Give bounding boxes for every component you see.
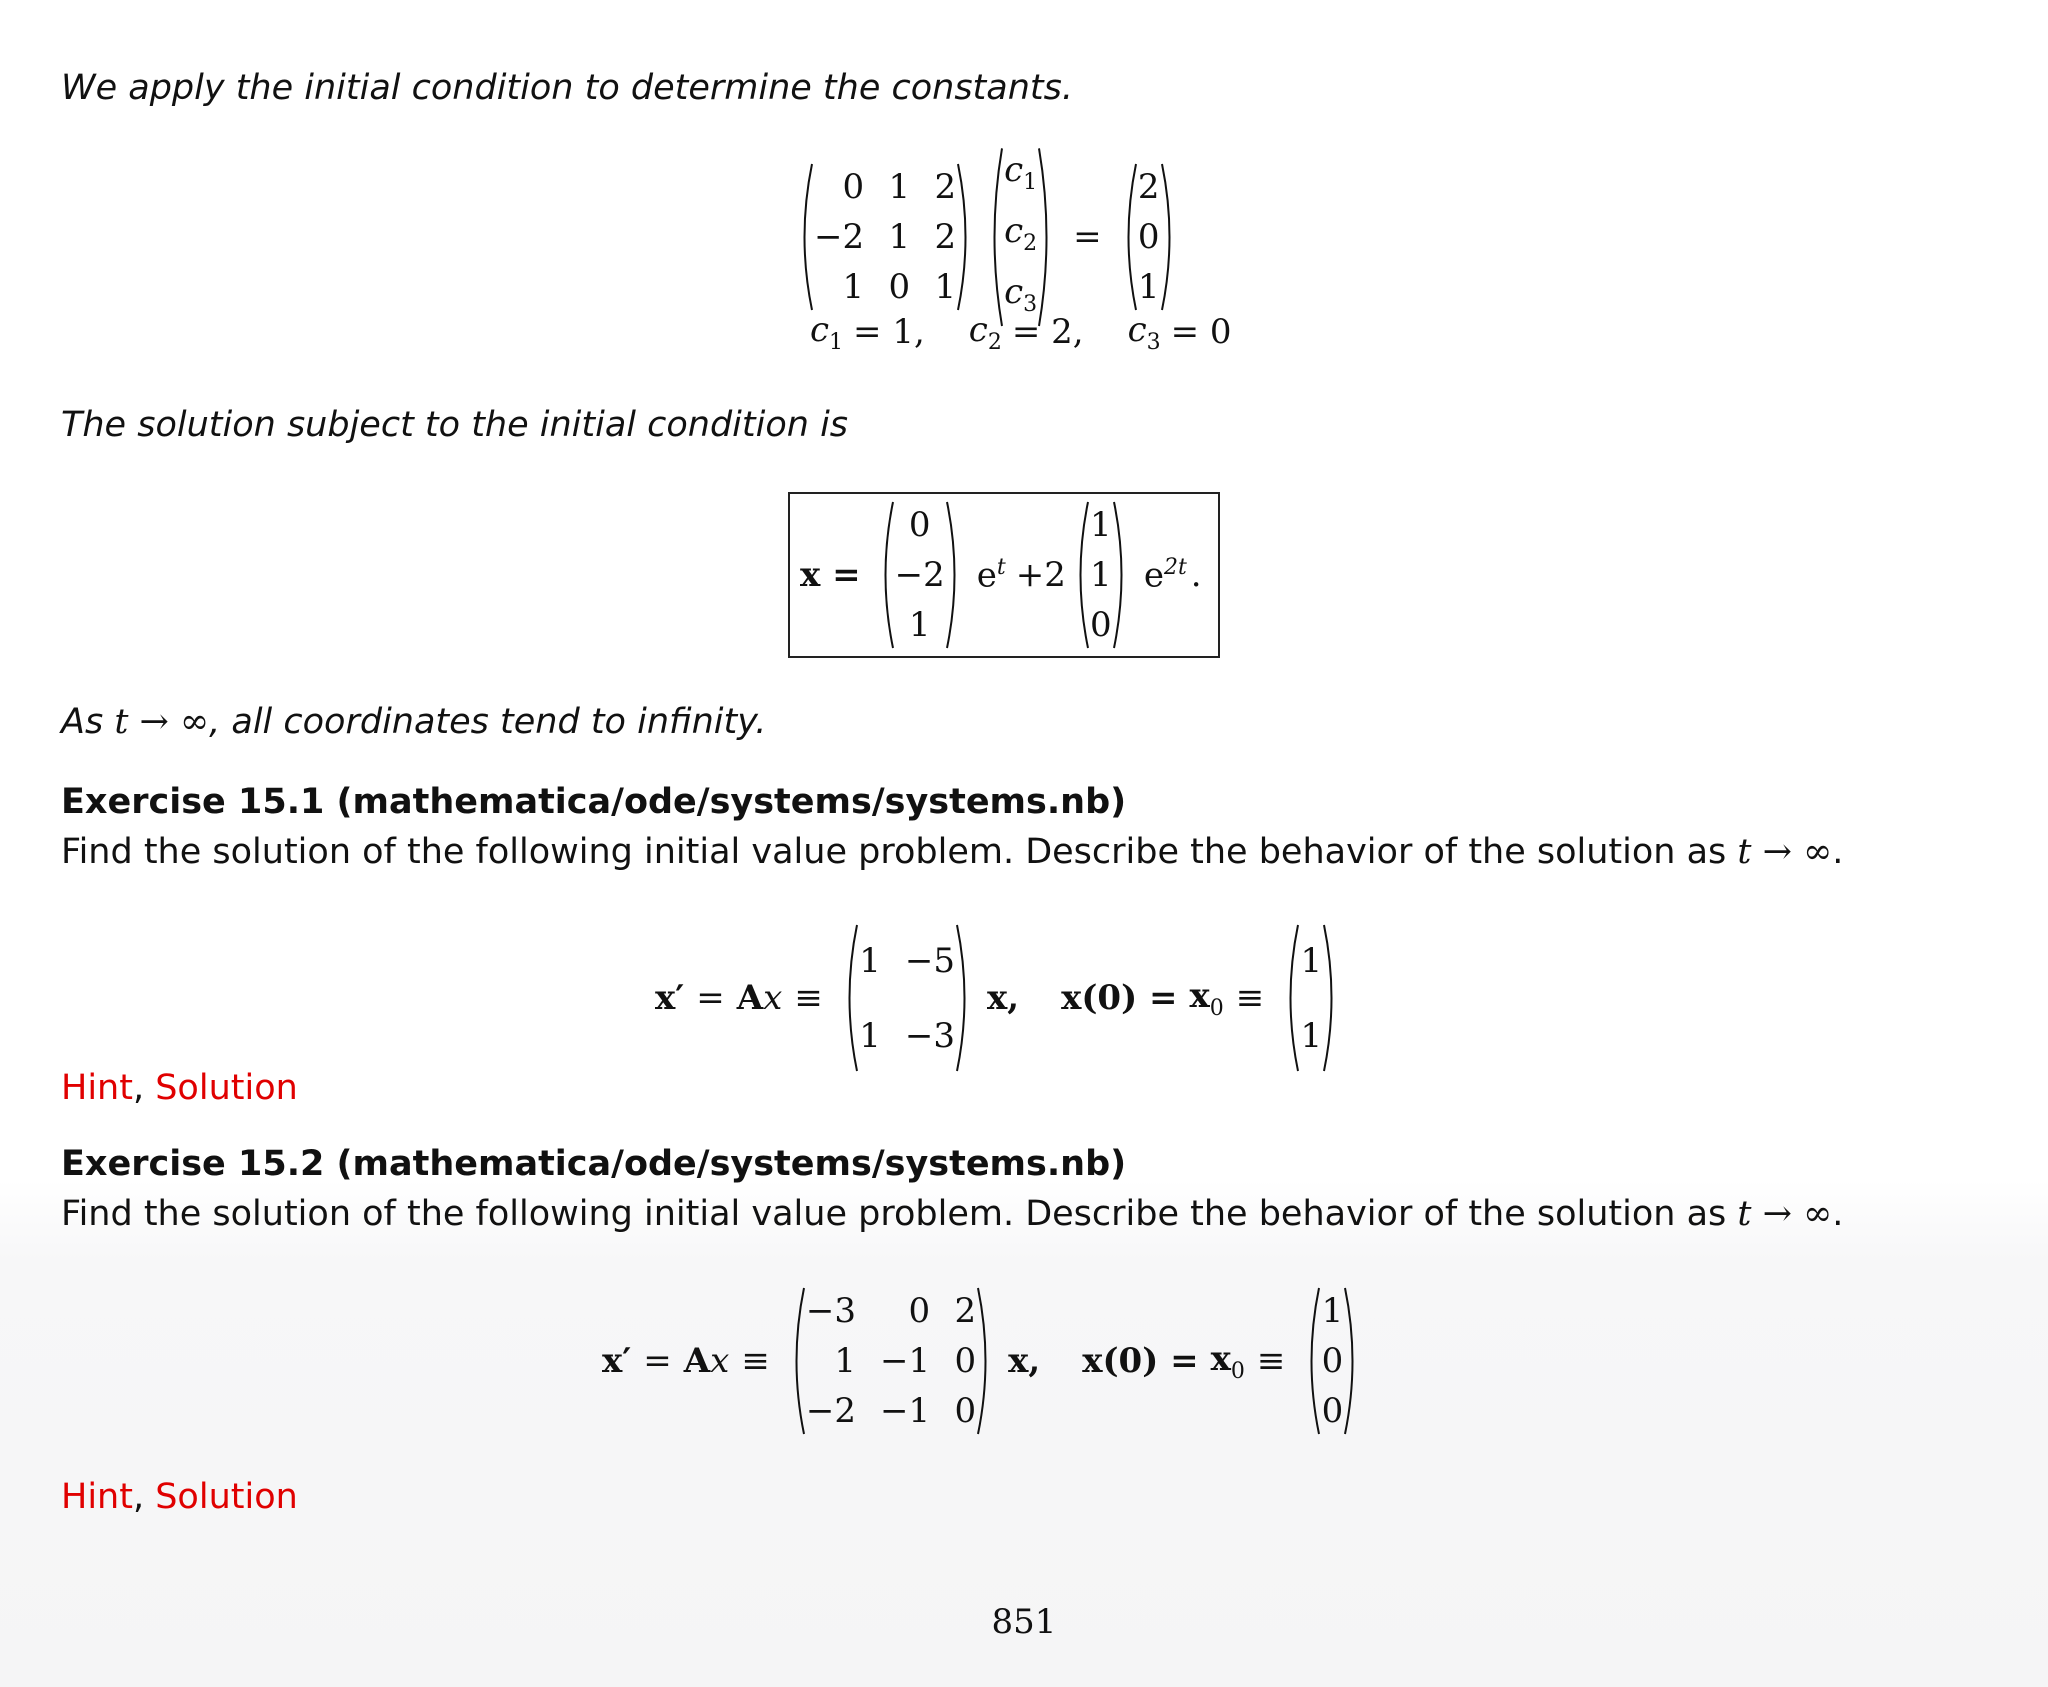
matrix-cell: −2 xyxy=(805,1391,856,1431)
exercise-heading: Exercise 15.2 (mathematica/ode/systems/systems.nb) xyxy=(61,1144,1127,1184)
matrix-cell: 1 xyxy=(834,1341,856,1381)
x-symbol: x xyxy=(763,978,783,1018)
matrix-cell: −2 xyxy=(814,217,865,258)
x-vector-term: x, xyxy=(986,978,1020,1018)
c1-label: $c_1$ xyxy=(810,310,844,355)
left-paren-icon xyxy=(1072,500,1090,650)
vector-cell: 1 xyxy=(908,605,931,645)
equiv-sign: ≡ xyxy=(794,978,823,1018)
exercise-body xyxy=(61,1192,1843,1236)
vector-cells xyxy=(1300,923,1322,1073)
link-separator: , xyxy=(132,1068,156,1108)
x-prime: x′ xyxy=(602,1341,632,1381)
coefficient-matrix xyxy=(796,162,974,312)
matrix-cell: 1 xyxy=(888,167,911,208)
right-paren-icon xyxy=(1112,500,1130,650)
page-number: 851 xyxy=(991,1602,1057,1642)
exp-power: 2t xyxy=(1163,554,1187,580)
vector-cell: 1 xyxy=(1300,940,1323,981)
right-paren-icon xyxy=(955,923,973,1073)
matrix-cell: 2 xyxy=(934,167,957,208)
left-paren-icon xyxy=(1303,1286,1321,1436)
exponential-2 xyxy=(1144,555,1187,595)
equiv-sign: ≡ xyxy=(741,1341,770,1381)
coefficient-2: +2 xyxy=(1015,555,1066,595)
left-paren-icon xyxy=(788,1286,806,1436)
exercise-equation xyxy=(602,1286,1367,1436)
vector-cells xyxy=(1321,1286,1343,1436)
vector-cell: $c_2$ xyxy=(1004,210,1038,256)
vector-cell: 2 xyxy=(1137,167,1160,208)
equiv-sign: ≡ xyxy=(1235,978,1265,1018)
vector-cell: 0 xyxy=(908,505,931,545)
a-matrix-symbol: A xyxy=(736,978,764,1018)
behavior-math: t → ∞ xyxy=(114,702,210,742)
matrix-cell: 1 xyxy=(842,267,865,308)
solution-lhs: x = xyxy=(800,555,861,595)
left-paren-icon xyxy=(986,146,1004,328)
link-separator: , xyxy=(132,1477,156,1517)
exp-power: t xyxy=(996,554,1006,580)
exp-base: e xyxy=(976,555,997,596)
x0-symbol xyxy=(1190,976,1224,1021)
solution-link[interactable]: Solution xyxy=(155,1477,298,1517)
x0-base: x xyxy=(1210,1338,1231,1379)
unknowns-vector xyxy=(986,146,1055,328)
matrix-cell: 1 xyxy=(859,940,881,981)
exercise-links xyxy=(61,1475,298,1519)
exercise-body-math: t → ∞ xyxy=(1737,832,1833,872)
right-paren-icon xyxy=(945,500,963,650)
matrix-cell: −3 xyxy=(904,1015,955,1056)
rhs-vector xyxy=(1120,162,1178,312)
constants-values xyxy=(810,310,1232,355)
equals-sign: = xyxy=(1073,217,1102,258)
solution-vector-2 xyxy=(1072,500,1130,650)
x-symbol: x xyxy=(710,1341,730,1381)
left-paren-icon xyxy=(841,923,859,1073)
left-paren-icon xyxy=(877,500,895,650)
hint-link[interactable]: Hint xyxy=(61,1477,133,1517)
exercise-body-text: Find the solution of the following initial value problem. Describe the behavior of the solution as xyxy=(61,832,1738,872)
right-paren-icon xyxy=(1037,146,1055,328)
matrix-cells xyxy=(806,1286,976,1436)
vector-cells xyxy=(1138,162,1160,312)
x0-subscript: 0 xyxy=(1209,995,1224,1021)
matrix-cells xyxy=(859,923,955,1073)
matrix-cell: −1 xyxy=(879,1341,931,1381)
exercise-equation xyxy=(655,923,1346,1073)
x0-lhs-text: x(0) = xyxy=(1061,978,1178,1018)
exercise-body-math: t → ∞ xyxy=(1737,1194,1833,1234)
ax-term xyxy=(684,1341,730,1381)
matrix-cell: 2 xyxy=(934,217,957,258)
vector-cell: 0 xyxy=(1137,217,1160,258)
right-paren-icon xyxy=(976,1286,994,1436)
x0-lhs-text: x(0) = xyxy=(1082,1341,1199,1381)
vector-cell: $c_3$ xyxy=(1004,271,1038,317)
solution-vector-1 xyxy=(877,500,963,650)
left-paren-icon xyxy=(1282,923,1300,1073)
c2-value: = 2, xyxy=(1011,312,1084,353)
vector-cell: 1 xyxy=(1090,555,1112,595)
exercise-body-text: Find the solution of the following initial value problem. Describe the behavior of the solution as xyxy=(61,1194,1738,1234)
initial-condition-lhs xyxy=(1061,978,1177,1018)
left-paren-icon xyxy=(796,162,814,312)
equiv-sign: ≡ xyxy=(1256,1341,1286,1381)
matrix-cell: 1 xyxy=(934,267,957,308)
matrix-cell: 1 xyxy=(859,1015,881,1056)
vector-cell: 1 xyxy=(1321,1291,1344,1331)
x0-base: x xyxy=(1189,975,1210,1016)
vector-cell: $c_1$ xyxy=(1004,150,1038,195)
vector-cell: 1 xyxy=(1090,505,1112,545)
c2-label: $c_2$ xyxy=(968,310,1002,355)
matrix-cell: 2 xyxy=(954,1291,977,1331)
matrix-cell: 1 xyxy=(888,217,911,258)
right-paren-icon xyxy=(1343,1286,1361,1436)
matrix-cell: 0 xyxy=(908,1291,931,1331)
c3-label: $c_3$ xyxy=(1127,310,1161,355)
vector-cells xyxy=(1004,146,1037,328)
x0-subscript: 0 xyxy=(1230,1358,1245,1384)
exercise-links xyxy=(61,1066,298,1110)
right-paren-icon xyxy=(1322,923,1340,1073)
matrix-cell: −5 xyxy=(904,940,955,981)
system-matrix xyxy=(841,923,973,1073)
matrix-cells xyxy=(814,162,956,312)
matrix-cell: 0 xyxy=(888,267,911,308)
matrix-cell: −1 xyxy=(879,1391,931,1431)
exp-base: e xyxy=(1143,555,1164,596)
equals-sign: = xyxy=(643,1341,672,1381)
behavior-suffix: , all coordinates tend to infinity. xyxy=(209,702,767,742)
intro-text: We apply the initial condition to determine the constants. xyxy=(61,68,1073,108)
boxed-solution xyxy=(788,492,1220,658)
x-vector-term: x, xyxy=(1008,1341,1041,1381)
exponential-1 xyxy=(977,555,1006,595)
vector-cell: 0 xyxy=(1090,605,1112,645)
equals-sign: = xyxy=(696,978,725,1018)
a-matrix-symbol: A xyxy=(683,1341,711,1381)
c1-value: = 1, xyxy=(853,312,925,353)
matrix-cell: 0 xyxy=(954,1391,977,1431)
matrix-cell: 0 xyxy=(842,167,865,208)
solution-intro-text: The solution subject to the initial condition is xyxy=(61,405,849,445)
vector-cell: 1 xyxy=(1137,267,1160,308)
solution-link[interactable]: Solution xyxy=(155,1068,298,1108)
left-paren-icon xyxy=(1120,162,1138,312)
vector-cells xyxy=(895,500,945,650)
system-matrix xyxy=(788,1286,994,1436)
exercise-body-end: . xyxy=(1832,832,1844,872)
matrix-cell: −3 xyxy=(805,1291,856,1331)
vector-cell: 0 xyxy=(1321,1341,1344,1381)
hint-link[interactable]: Hint xyxy=(61,1068,133,1108)
c3-value: = 0 xyxy=(1170,312,1232,353)
end-period: . xyxy=(1190,555,1202,595)
vector-cell: 1 xyxy=(1300,1015,1323,1056)
vector-cell: −2 xyxy=(894,555,945,595)
initial-vector xyxy=(1282,923,1340,1073)
behavior-prefix: As xyxy=(61,702,115,742)
x-prime: x′ xyxy=(655,978,685,1018)
x0-symbol xyxy=(1211,1339,1245,1384)
exercise-body-end: . xyxy=(1832,1194,1844,1234)
vector-cell: 0 xyxy=(1321,1391,1344,1431)
right-paren-icon xyxy=(956,162,974,312)
ax-term xyxy=(737,978,783,1018)
initial-condition-lhs xyxy=(1082,1341,1198,1381)
matrix-cell: 0 xyxy=(954,1341,977,1381)
vector-cells xyxy=(1090,500,1112,650)
initial-vector xyxy=(1303,1286,1361,1436)
behavior-text xyxy=(61,700,766,744)
linear-system-equation xyxy=(790,146,1184,328)
exercise-heading: Exercise 15.1 (mathematica/ode/systems/systems.nb) xyxy=(61,782,1127,822)
right-paren-icon xyxy=(1160,162,1178,312)
exercise-body xyxy=(61,830,1843,874)
